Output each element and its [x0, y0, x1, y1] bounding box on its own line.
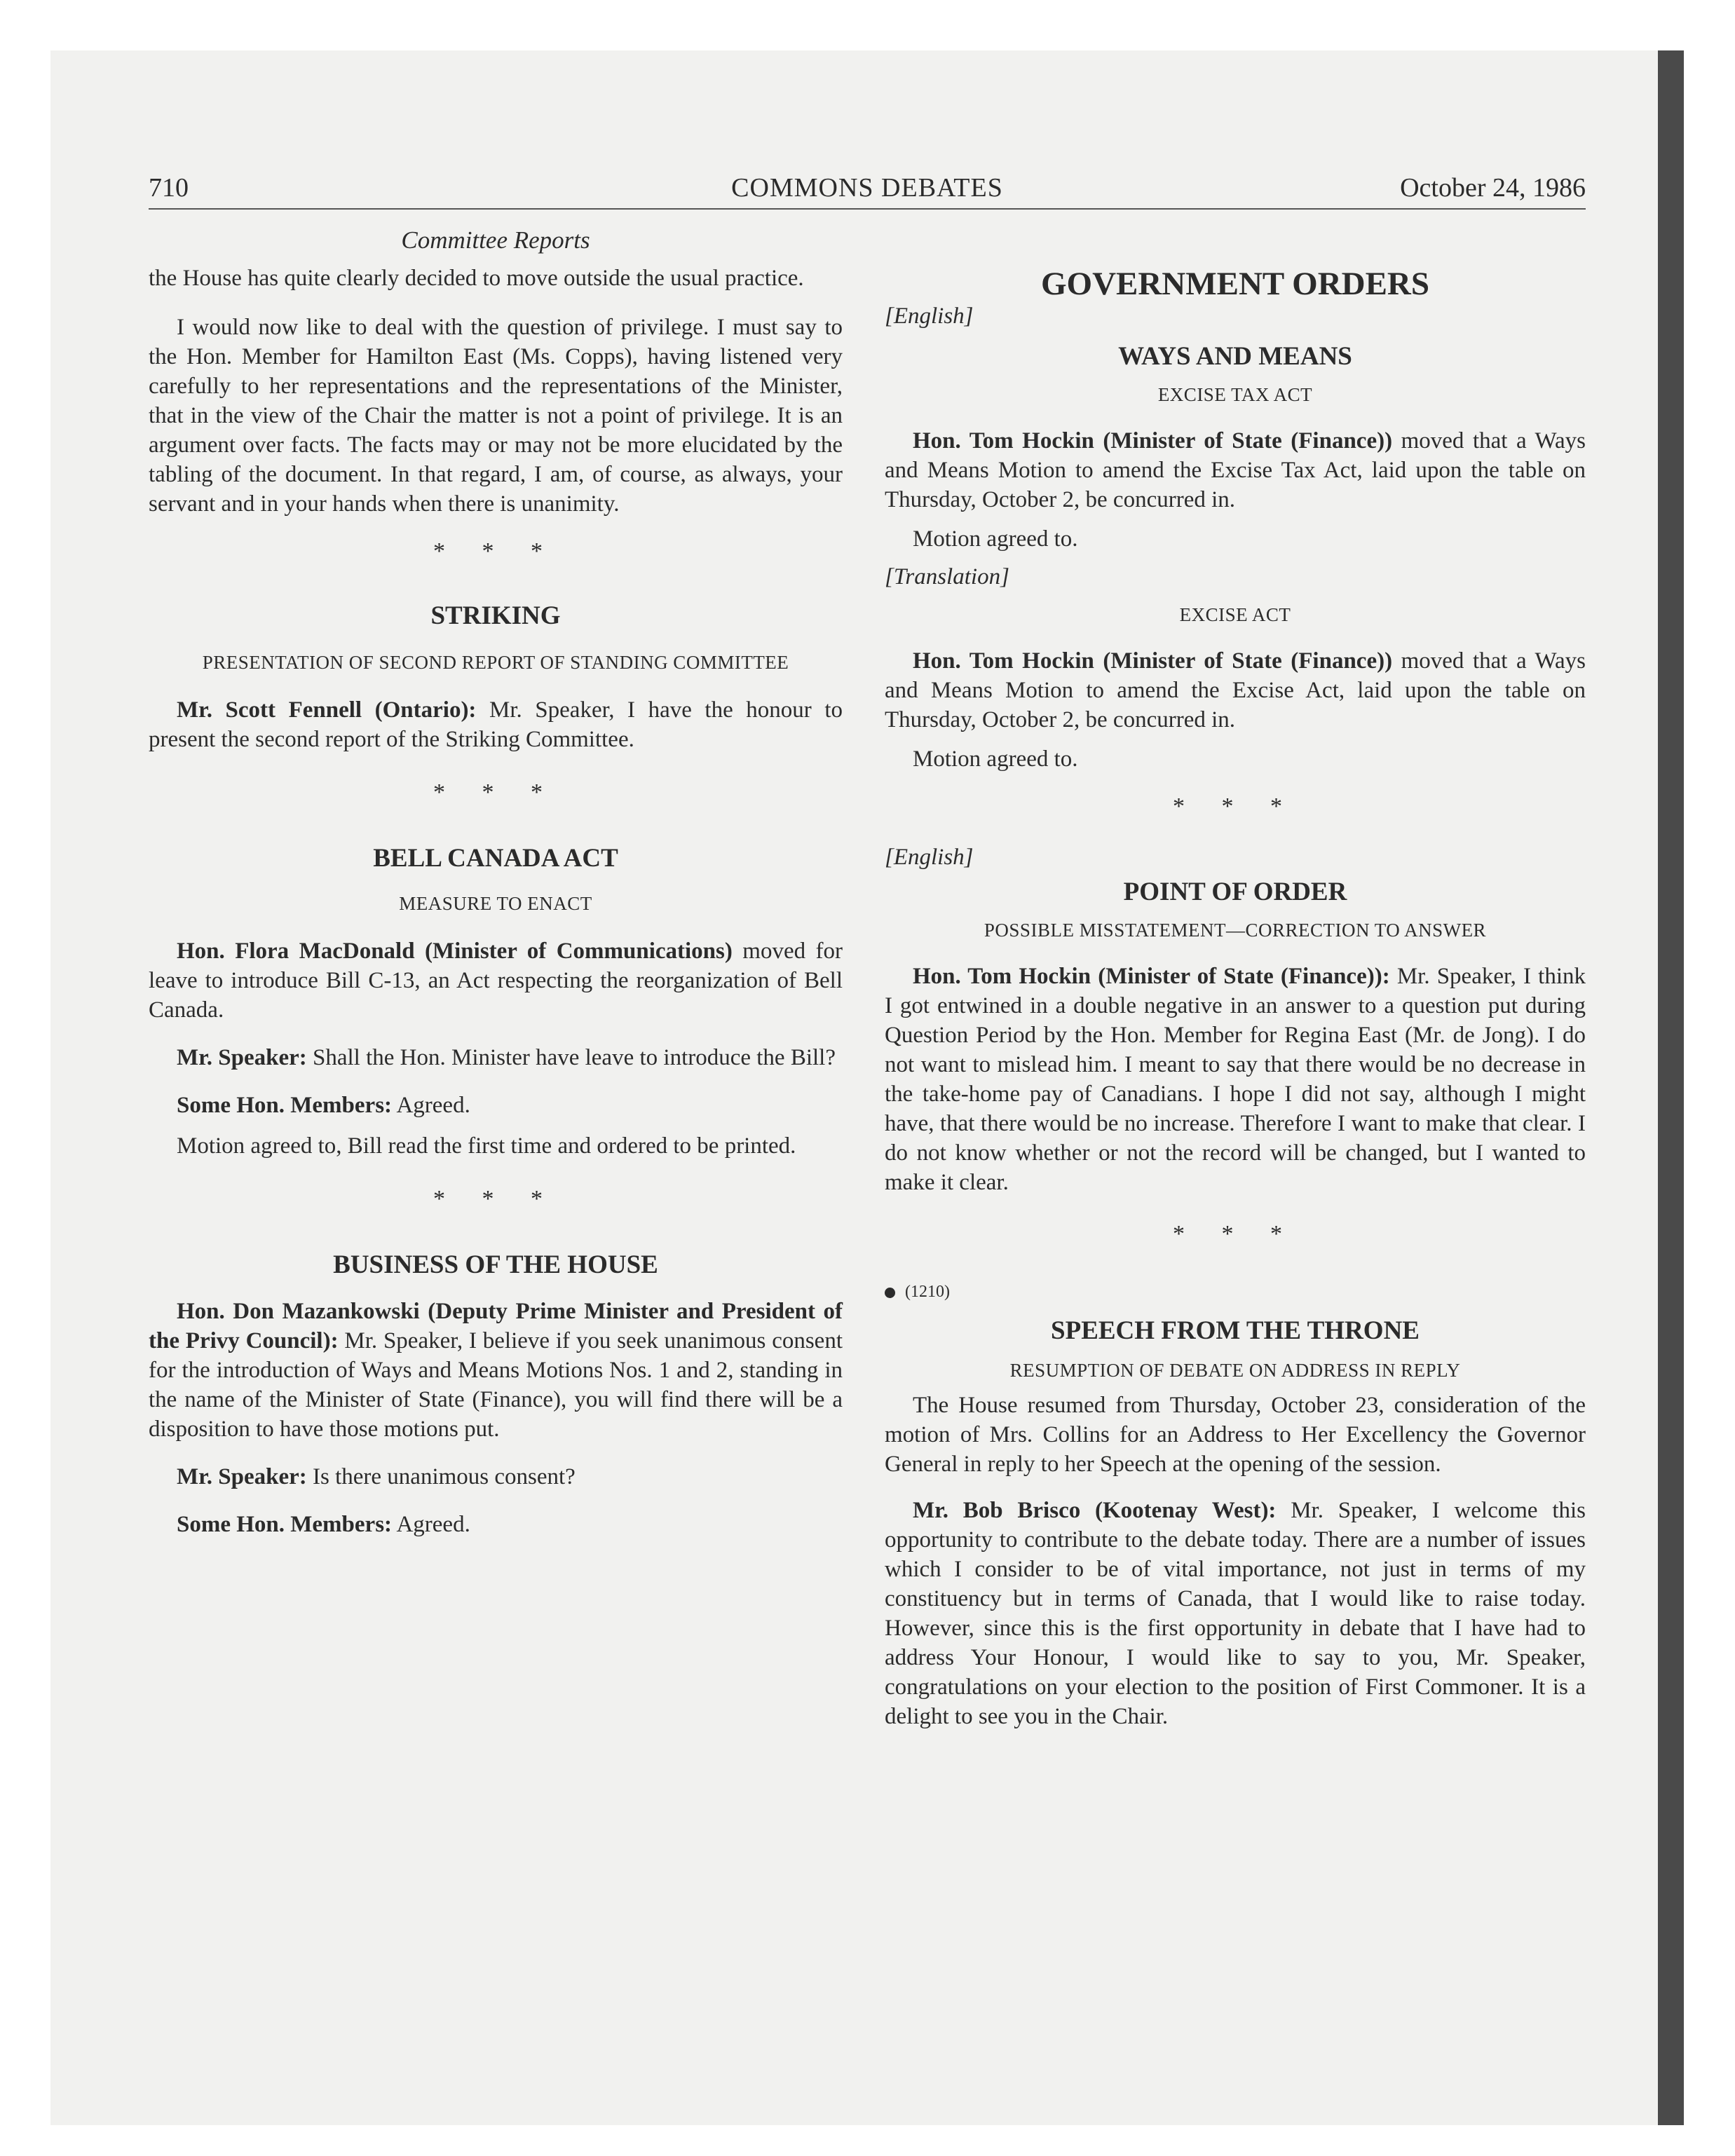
speech-paragraph	[149, 1043, 843, 1072]
section-title: POINT OF ORDER	[1123, 878, 1347, 906]
speech-text: Is there unanimous consent?	[313, 1464, 576, 1489]
speaker-name: Hon. Tom Hockin (Minister of State (Finance))	[913, 648, 1393, 674]
speech-text: moved for leave to introduce Bill C-13, an Act respecting the reorganization of Bell Canada.	[149, 939, 843, 1023]
speaker-name: Mr. Speaker:	[177, 1464, 307, 1489]
language-note: [Translation]	[885, 564, 1009, 589]
speaker-name: Some Hon. Members:	[177, 1093, 393, 1118]
speaker-name: Mr. Bob Brisco (Kootenay West):	[913, 1498, 1277, 1523]
header-rule	[149, 208, 1586, 210]
paragraph: the House has quite clearly decided to move outside the usual practice.	[149, 266, 804, 291]
page-header	[149, 172, 1586, 207]
speech-text: Agreed.	[396, 1093, 470, 1118]
speaker-name: Hon. Tom Hockin (Minister of State (Finance)):	[913, 964, 1390, 989]
section-title: BUSINESS OF THE HOUSE	[333, 1250, 658, 1279]
speech-paragraph	[885, 1496, 1586, 1731]
speech-paragraph	[885, 646, 1586, 735]
section-subtitle: RESUMPTION OF DEBATE ON ADDRESS IN REPLY	[1009, 1360, 1461, 1381]
speech-paragraph	[885, 962, 1586, 1197]
speaker-name: Hon. Tom Hockin (Minister of State (Finance))	[913, 428, 1393, 453]
section-separator: * * *	[433, 538, 558, 564]
speaker-name: Mr. Scott Fennell (Ontario):	[177, 697, 477, 723]
page-number: 710	[149, 173, 189, 203]
section-title: STRIKING	[430, 601, 561, 630]
section-subtitle: EXCISE TAX ACT	[1157, 384, 1313, 405]
speech-paragraph	[149, 1462, 843, 1492]
speech-text: Mr. Speaker, I believe if you seek unanimous consent for the introduction of Ways and Means Motions Nos. 1 and 2, standing in the name of the Minister of State (Finance), you will find there will be a disposition to have those motions put.	[149, 1328, 843, 1442]
section-separator: * * *	[1173, 1221, 1298, 1247]
speech-text: Shall the Hon. Minister have leave to introduce the Bill?	[313, 1045, 836, 1070]
speech-text: Mr. Speaker, I think I got entwined in a double negative in an answer to a question put during Question Period by the Hon. Member for Regina East (Mr. de Jong). I do not want to mislead him. I meant to say that there would be no decrease in the take-home pay of Canadians. I hope I did not say, although I might have, that there would be no increase. Therefore I want to make that clear. I do not know whether or not the record will be changed, but I wanted to make it clear.	[885, 964, 1586, 1195]
speaker-name: Hon. Don Mazankowski (Deputy Prime Minister and President of the Privy Council):	[149, 1299, 843, 1353]
speech-text: Mr. Speaker, I welcome this opportunity to contribute to the debate today. There are a number of issues which I consider to be of vital importance, not just in terms of my constituency but in terms of Canada, that I would like to raise today. However, since this is the first opportunity in debate that I have had to address Your Honour, I would like to say to you, Mr. Speaker, congratulations on your election to the position of First Commoner. It is a delight to see you in the Chair.	[885, 1498, 1586, 1729]
section-title: WAYS AND MEANS	[1118, 342, 1352, 371]
time-marker-text: (1210)	[905, 1283, 950, 1301]
paragraph: I would now like to deal with the question of privilege. I must say to the Hon. Member for Hamilton East (Ms. Copps), having listened very carefully to her representations and the representations of the Minister, that in the view of the Chair the matter is not a point of privilege. It is an argument over facts. The facts may or may not be more elucidated by the tabling of the document. In that regard, I am, of course, as always, your servant and in your hands when there is unanimity.	[149, 315, 843, 517]
section-title: BELL CANADA ACT	[373, 844, 618, 873]
speaker-name: Some Hon. Members:	[177, 1512, 393, 1537]
speech-paragraph	[885, 426, 1586, 514]
section-subtitle: POSSIBLE MISSTATEMENT—CORRECTION TO ANSWER	[984, 920, 1487, 941]
section-separator: * * *	[433, 1186, 558, 1212]
part-title: GOVERNMENT ORDERS	[1040, 266, 1430, 302]
speaker-name: Hon. Flora MacDonald (Minister of Communications)	[177, 939, 733, 964]
bullet-dot	[885, 1288, 895, 1298]
speech-text: Mr. Speaker, I have the honour to present the second report of the Striking Committee.	[149, 697, 843, 752]
section-separator: * * *	[433, 779, 558, 805]
paragraph: Motion agreed to.	[913, 526, 1078, 552]
paragraph: Motion agreed to.	[913, 746, 1078, 772]
speech-paragraph	[149, 936, 843, 1025]
speech-paragraph	[149, 1510, 843, 1539]
left-column	[149, 210, 843, 1539]
time-marker	[885, 1277, 1586, 1306]
header-date: October 24, 1986	[1400, 173, 1586, 203]
right-column	[885, 210, 1586, 1731]
scan-edge-shadow	[1658, 50, 1684, 2125]
paragraph: Motion agreed to, Bill read the first time and ordered to be printed.	[177, 1133, 796, 1159]
speech-paragraph	[149, 1091, 843, 1120]
section-title: SPEECH FROM THE THRONE	[1051, 1316, 1420, 1345]
speech-paragraph	[149, 695, 843, 754]
speech-paragraph	[149, 1297, 843, 1444]
speaker-name: Mr. Speaker:	[177, 1045, 307, 1070]
language-note: [English]	[885, 303, 974, 329]
running-head: Committee Reports	[401, 226, 590, 254]
speech-text: moved that a Ways and Means Motion to amend the Excise Act, laid upon the table on Thursday, October 2, be concurred in.	[885, 648, 1586, 732]
language-note: [English]	[885, 845, 974, 870]
speech-text: moved that a Ways and Means Motion to amend the Excise Tax Act, laid upon the table on Thursday, October 2, be concurred in.	[885, 428, 1586, 512]
paragraph: The House resumed from Thursday, October 23, consideration of the motion of Mrs. Collins for an Address to Her Excellency the Governor General in reply to her Speech at the opening of the session.	[885, 1393, 1586, 1477]
publication-title: COMMONS DEBATES	[731, 173, 1003, 203]
speech-text: Agreed.	[396, 1512, 470, 1537]
section-subtitle: EXCISE ACT	[1179, 604, 1291, 625]
section-separator: * * *	[1173, 793, 1298, 819]
section-subtitle: PRESENTATION OF SECOND REPORT OF STANDING COMMITTEE	[202, 652, 789, 673]
section-subtitle: MEASURE TO ENACT	[399, 893, 592, 914]
